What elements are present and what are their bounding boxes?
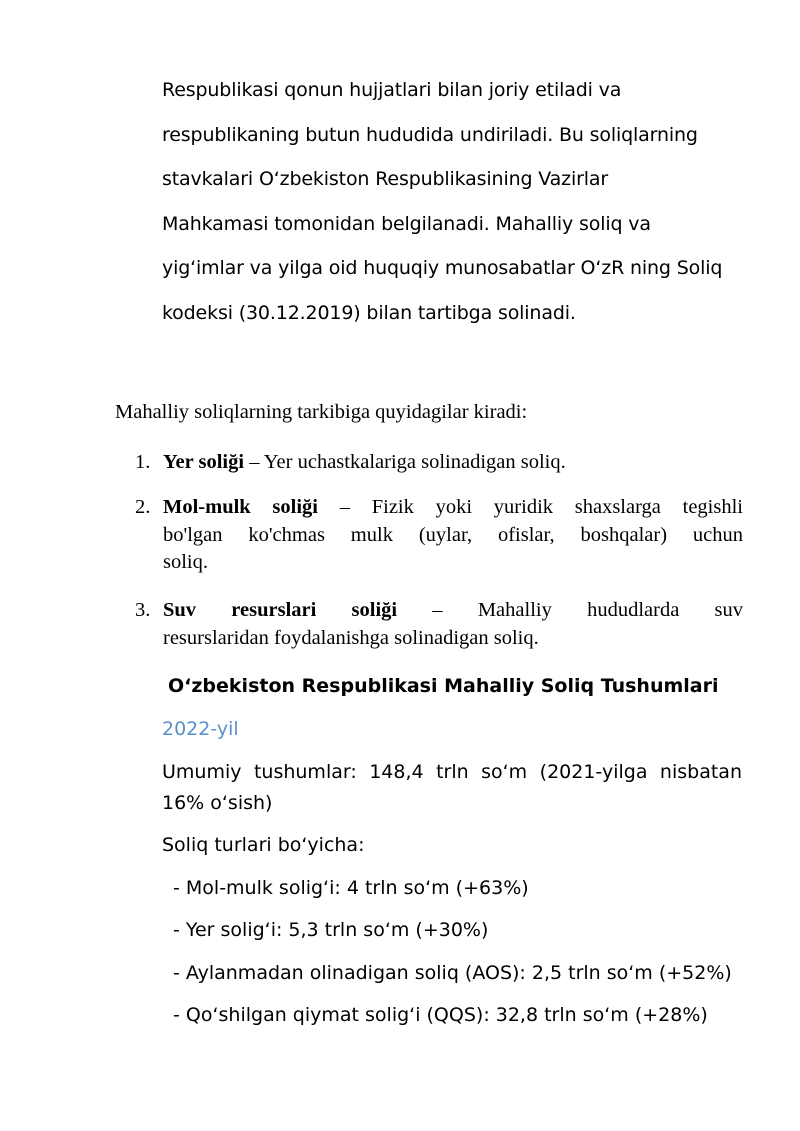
tax-line-property: - Mol-mulk solig‘i: 4 trln so‘m (+63%): [173, 877, 529, 899]
list-item-line: bo'lgan ko'chmas mulk (uylar, ofislar, boshqalar) uchun: [163, 523, 743, 546]
intro-line: Mahkamasi tomonidan belgilanadi. Mahalliy soliq va: [162, 212, 651, 235]
tax-line-turnover: - Aylanmadan olinadigan soliq (AOS): 2,5 trln so‘m (+52%): [173, 962, 732, 984]
list-item-line: [163, 494, 743, 522]
list-item-body: [163, 597, 743, 652]
total-revenue-line: Umumiy tushumlar: 148,4 trln so‘m (2021-yilga nisbatan: [162, 761, 742, 783]
tax-types-label: Soliq turlari bo‘yicha:: [162, 834, 365, 856]
intro-line: yig‘imlar va yilga oid huquqiy munosabatlar O‘zR ning Soliq: [162, 257, 723, 280]
list-item-description: – Fizik yoki yuridik shaxslarga tegishli: [339, 496, 744, 518]
list-item-number: 3.: [135, 599, 151, 621]
list-item-number: 1.: [135, 451, 151, 473]
intro-line: respublikaning butun hududida undiriladi. Bu soliqlarning: [162, 123, 698, 146]
list-item-body: [163, 449, 743, 477]
list-item-line: resurslaridan foydalanishga solinadigan soliq.: [163, 626, 539, 649]
intro-line: Respublikasi qonun hujjatlari bilan joriy etiladi va: [162, 79, 622, 101]
list-item-term: Suv resurslari soliği: [163, 599, 398, 621]
list-item-water-tax: [135, 597, 743, 652]
list-item-property-tax: [135, 494, 743, 577]
intro-line: kodeksi (30.12.2019) bilan tartibga solinadi.: [162, 301, 576, 324]
total-revenue-line: 16% o‘sish): [162, 792, 273, 814]
intro-paragraph: [162, 68, 752, 336]
list-item-description: – Mahalliy hududlarda suv: [432, 599, 743, 621]
list-item-term: Mol-mulk soliği: [163, 496, 318, 518]
tax-line-land: - Yer solig‘i: 5,3 trln so‘m (+30%): [173, 919, 489, 941]
tax-line-vat: - Qo‘shilgan qiymat solig‘i (QQS): 32,8 trln so‘m (+28%): [173, 1004, 708, 1026]
report-title: O‘zbekiston Respublikasi Mahalliy Soliq Tushumlari: [168, 675, 719, 697]
intro-line: stavkalari O‘zbekiston Respublikasining Vazirlar: [162, 168, 609, 191]
list-item-line: [163, 597, 743, 625]
report-year: 2022-yil: [162, 718, 239, 740]
total-revenue-text: [162, 757, 742, 819]
list-item-description: – Yer uchastkalariga solinadigan soliq.: [249, 451, 566, 473]
list-lead-text: Mahalliy soliqlarning tarkibiga quyidagilar kiradi:: [115, 401, 528, 423]
list-item-body: [163, 494, 743, 577]
list-item-line: soliq.: [163, 551, 208, 573]
list-item-number: 2.: [135, 496, 151, 518]
list-item-term: Yer soliği: [163, 451, 245, 473]
list-item-land-tax: [135, 449, 743, 477]
